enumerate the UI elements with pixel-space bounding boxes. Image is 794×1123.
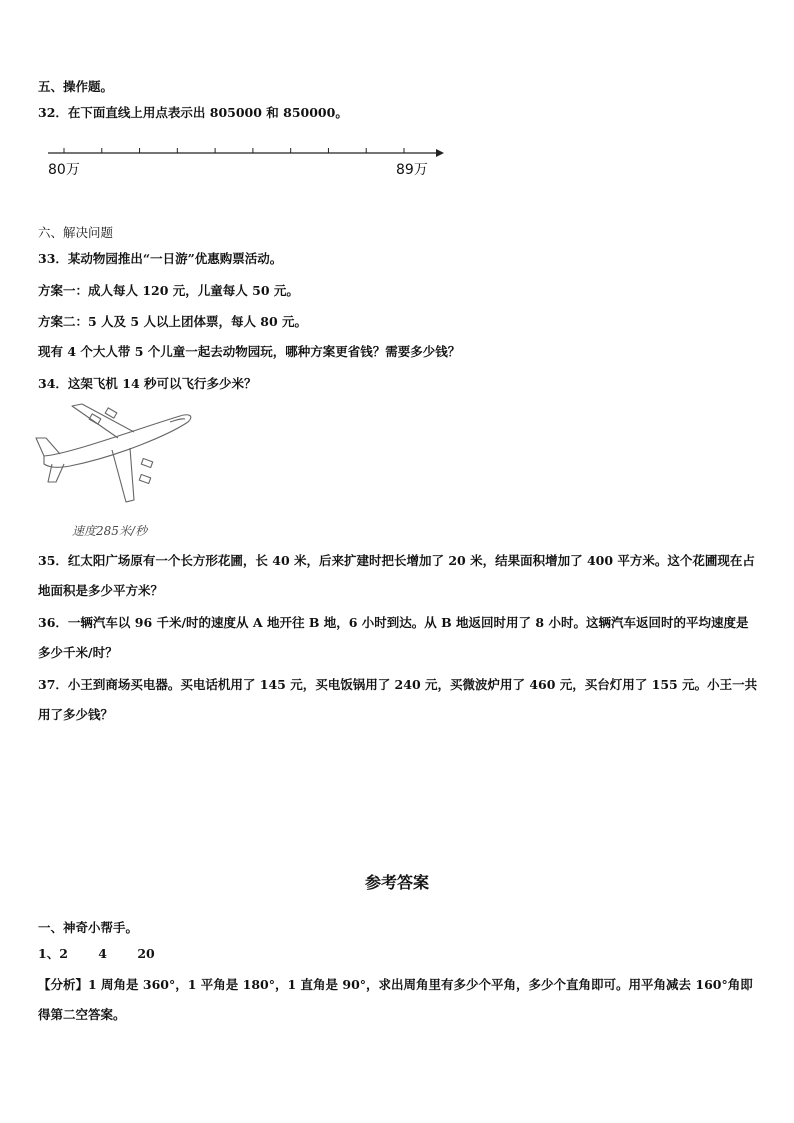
airplane-image [30, 398, 200, 508]
question-33-ask: 现有 4 个大人带 5 个儿童一起去动物园玩，哪种方案更省钱？需要多少钱？ [38, 344, 461, 359]
question-37: 37．小王到商场买电器。买电话机用了 145 元，买电饭锅用了 240 元，买微波炉用了 460 元，买台灯用了 155 元。小王一共用了多少钱？ [38, 677, 758, 722]
answer-1-label: 1、 [38, 946, 60, 961]
answer-1-value-2: 4 [98, 946, 107, 961]
question-33: 33．某动物园推出“一日游”优惠购票活动。 [38, 251, 283, 266]
question-32: 32．在下面直线上用点表示出 805000 和 850000。 [38, 105, 348, 120]
airplane-speed-label: 速度285米/秒 [72, 524, 147, 538]
question-33-plan2: 方案二：5 人及 5 人以上团体票，每人 80 元。 [38, 314, 308, 329]
question-36: 36．一辆汽车以 96 千米/时的速度从 A 地开往 B 地，6 小时到达。从 B 地返回时用了 8 小时。这辆汽车返回时的平均速度是多少千米/时？ [38, 615, 749, 660]
number-line-end-label: 89万 [396, 162, 428, 178]
section5-heading: 五、操作题。 [38, 79, 114, 94]
number-line [40, 140, 460, 180]
question-35: 35．红太阳广场原有一个长方形花圃，长 40 米，后来扩建时把长增加了 20 米，结果面积增加了 400 平方米。这个花圃现在占地面积是多少平方米？ [38, 553, 755, 598]
answer-1-value-1: 2 [59, 946, 68, 961]
answers-title: 参考答案 [364, 873, 429, 892]
number-line-start-label: 80万 [48, 162, 80, 178]
question-33-plan1: 方案一：成人每人 120 元，儿童每人 50 元。 [38, 283, 299, 298]
section6-heading: 六、解决问题 [38, 225, 114, 240]
answer-analysis: 【分析】1 周角是 360°，1 平角是 180°，1 直角是 90°，求出周角里有多少个平角，多少个直角即可。用平角减去 160°角即得第二空答案。 [38, 977, 753, 1022]
answer-1-row [38, 945, 758, 963]
answer-1-value-3: 20 [137, 946, 155, 961]
question-34: 34．这架飞机 14 秒可以飞行多少米？ [38, 376, 257, 391]
answers-section1-heading: 一、神奇小帮手。 [38, 920, 139, 935]
